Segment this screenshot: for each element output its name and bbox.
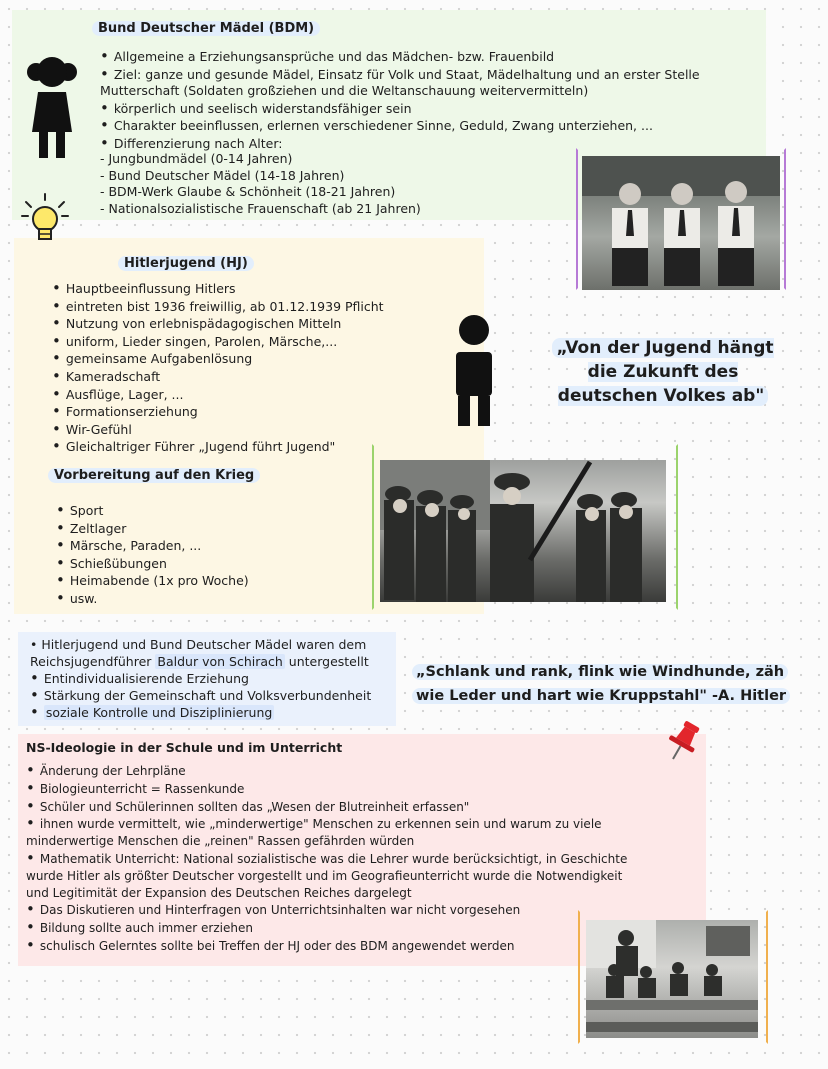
list-item: • usw.: [56, 590, 249, 608]
list-item: • Differenzierung nach Alter:: [100, 135, 740, 153]
school-bullets: [26, 762, 636, 955]
list-item: • Schüler und Schülerinnen sollten das „Wesen der Blutreinheit erfassen": [26, 798, 636, 816]
list-item: • Heimabende (1x pro Woche): [56, 572, 249, 590]
boy-icon: [452, 314, 496, 426]
list-item: • körperlich und seelisch widerstandsfähiger sein: [100, 100, 740, 118]
list-item: • ihnen wurde vermittelt, wie „minderwertige" Menschen zu erkennen sein und warum zu viele minderwertige Menschen die „reinen" Rassen gefährden würden: [26, 815, 636, 850]
list-item: • Schießübungen: [56, 555, 249, 573]
bdm-age-list: [100, 151, 421, 217]
hj-soldiers-photo: [380, 460, 666, 602]
list-item: • gemeinsame Aufgabenlösung: [52, 350, 384, 368]
war-bullets: [56, 502, 249, 608]
list-item: • eintreten bist 1936 freiwillig, ab 01.12.1939 Pflicht: [52, 298, 384, 316]
reich-text: [30, 636, 369, 670]
list-item: • Mathematik Unterricht: National sozialistische was die Lehrer wurde berücksichtigt, in Geschichte wurde Hitler als größter Deutscher vorgestellt und im Geografieunterricht wurde die Notwendigkeit und Legitimität der Expansion des Deutschen Reiches dargelegt: [26, 850, 636, 901]
list-item: • Allgemeine a Erziehungsansprüche und das Mädchen- bzw. Frauenbild: [100, 48, 740, 66]
reich-bullets: [30, 670, 371, 721]
lightbulb-icon: [20, 192, 70, 246]
list-item: • Nutzung von erlebnispädagogischen Mitteln: [52, 315, 384, 333]
list-item: - BDM-Werk Glaube & Schönheit (18-21 Jahren): [100, 184, 421, 201]
list-item: • Bildung sollte auch immer erziehen: [26, 919, 636, 937]
bdm-girls-photo: [582, 156, 780, 290]
pushpin-icon: [664, 718, 704, 764]
list-item: • Kameradschaft: [52, 368, 384, 386]
list-item: • Formationserziehung: [52, 403, 384, 421]
list-item: - Bund Deutscher Mädel (14-18 Jahren): [100, 168, 421, 185]
war-title: Vorbereitung auf den Krieg: [48, 468, 260, 483]
list-item: • Zeltlager: [56, 520, 249, 538]
list-item: • Wir-Gefühl: [52, 421, 384, 439]
hj-bullets: [52, 280, 384, 456]
schirach-name: Baldur von Schirach: [157, 654, 283, 669]
list-item: • Entindividualisierende Erziehung: [30, 670, 371, 687]
list-item: • Stärkung der Gemeinschaft und Volksverbundenheit: [30, 687, 371, 704]
list-item: • Gleichaltriger Führer „Jugend führt Jugend": [52, 438, 384, 456]
list-item: • Charakter beeinflussen, erlernen verschiedener Sinne, Geduld, Zwang unterziehen, ...: [100, 117, 740, 135]
list-item: • Hauptbeeinflussung Hitlers: [52, 280, 384, 298]
quote-jugend: „Von der Jugend hängt die Zukunft des deutschen Volkes ab": [548, 336, 778, 408]
list-item: • Änderung der Lehrpläne: [26, 762, 636, 780]
girl-icon: [22, 52, 82, 160]
list-item: • Biologieunterricht = Rassenkunde: [26, 780, 636, 798]
list-item: - Jungbundmädel (0-14 Jahren): [100, 151, 421, 168]
quote-windhunde: „Schlank und rank, flink wie Windhunde, zäh wie Leder und hart wie Kruppstahl" -A. Hitler: [412, 660, 816, 708]
list-item: • Ziel: ganze und gesunde Mädel, Einsatz für Volk und Staat, Mädelhaltung und an erster Stelle Mutterschaft (Soldaten großziehen und die Weltanschauung weitervermitteln): [100, 66, 740, 100]
list-item: • schulisch Gelerntes sollte bei Treffen der HJ oder des BDM angewendet werden: [26, 937, 636, 955]
list-item: • soziale Kontrolle und Disziplinierung: [30, 704, 371, 721]
list-item: • Märsche, Paraden, ...: [56, 537, 249, 555]
list-item: • Ausflüge, Lager, ...: [52, 386, 384, 404]
classroom-photo: [586, 920, 758, 1038]
list-item: - Nationalsozialistische Frauenschaft (ab 21 Jahren): [100, 201, 421, 218]
bdm-bullets: [100, 48, 740, 153]
reich-line-1: • Hitlerjugend und Bund Deutscher Mädel waren dem: [30, 637, 367, 652]
list-item: • uniform, Lieder singen, Parolen, Märsche,...: [52, 333, 384, 351]
list-item: • Sport: [56, 502, 249, 520]
hj-title: Hitlerjugend (HJ): [118, 256, 254, 271]
reich-line-2: Reichsjugendführer Baldur von Schirach untergestellt: [30, 654, 369, 669]
school-title: NS-Ideologie in der Schule und im Unterricht: [26, 740, 343, 755]
bdm-title: Bund Deutscher Mädel (BDM): [92, 21, 320, 36]
list-item: • Das Diskutieren und Hinterfragen von Unterrichtsinhalten war nicht vorgesehen: [26, 901, 636, 919]
